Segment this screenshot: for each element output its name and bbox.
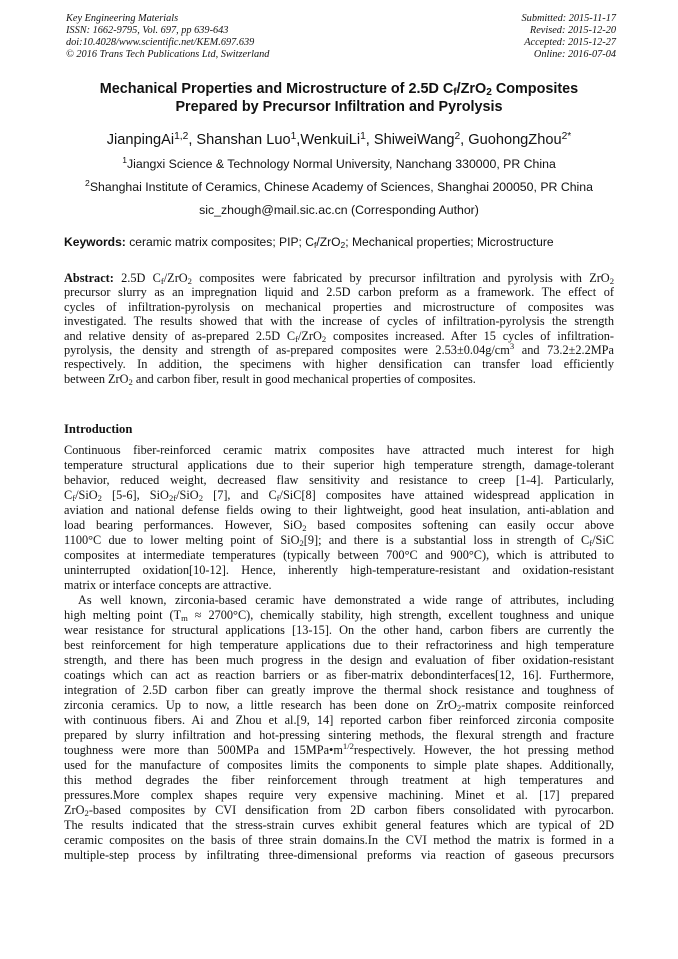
subscript: f	[589, 538, 593, 548]
title-subscript: 2	[486, 87, 492, 98]
date-submitted: Submitted: 2015-11-17	[521, 13, 616, 24]
keywords-text: ; Mechanical properties; Microstructure	[345, 235, 554, 249]
body-line: coatings which can act as reaction barriers or as fiber-matrix debondinterfaces[12, 16]. Furthermore,	[64, 668, 614, 682]
paper-title	[40, 80, 638, 116]
body-line: aviation and national defense fields owing to their lightweight, good heat insulation, anti-ablation and	[64, 503, 614, 517]
title-text: Composites	[491, 81, 579, 97]
text: /ZrO	[297, 328, 322, 343]
body-line: The results indicated that the stress-strain curves exhibit general features which are typical of 2D	[64, 818, 614, 832]
body-line	[64, 488, 614, 503]
text: respectively. However, the hot pressing method	[353, 743, 614, 757]
text: high melting point (T	[64, 608, 182, 622]
text: between ZrO	[64, 371, 129, 386]
author-name: JianpingAi	[106, 132, 175, 148]
subscript: 2	[84, 808, 89, 818]
body-line: wear resistance for structural applications [13-15]. On the other hand, carbon fibers are currently the	[64, 623, 614, 637]
body-line: pressures.More complex shapes require very expensive machining. Minet et al. [17] prepared	[64, 788, 614, 802]
subscript: 2	[299, 538, 304, 548]
text: /SiO	[75, 488, 98, 502]
affiliation-mark: 1	[122, 155, 127, 165]
abstract-line	[64, 343, 614, 357]
body-line: behavior, reduced weight, decreased flaw sensitivity and resistance to creep [1-4]. Particularly,	[64, 473, 614, 487]
text: /SiO	[176, 488, 199, 502]
body-line: As well known, zirconia-based ceramic have demonstrated a wide range of attributes, including	[78, 593, 614, 607]
date-accepted: Accepted: 2015-12-27	[524, 37, 616, 48]
text: composites increased. After 15 cycles of infiltration-	[326, 328, 614, 343]
body-line: this method degrades the fiber reinforcement through treatment at high temperatures and	[64, 773, 614, 787]
text: -based composites by CVI densification from 2D carbon fibers consolidated with pyrocarbon.	[88, 803, 614, 817]
keywords-text: ceramic matrix composites; PIP; C	[125, 235, 314, 249]
keywords-subscript: f	[314, 240, 317, 250]
author-separator: ,	[365, 132, 374, 148]
author-affil-mark: 2	[454, 131, 461, 142]
text: and carbon fiber, result in good mechanical properties of composites.	[132, 371, 476, 386]
date-online: Online: 2016-07-04	[533, 49, 616, 60]
body-line	[64, 743, 614, 758]
author-separator: ,	[460, 132, 469, 148]
affiliation-text: Shanghai Institute of Ceramics, Chinese Academy of Sciences, Shanghai 200050, PR China	[89, 180, 593, 194]
subscript: m	[181, 613, 188, 623]
author-name: GuohongZhou	[468, 132, 562, 148]
body-line	[64, 608, 614, 623]
abstract-line	[64, 329, 614, 343]
author-name: ShiweiWang	[373, 132, 455, 148]
author-affil-mark: 2*	[561, 131, 572, 142]
body-line: used for the manufacture of composites limits the components to simple plate shapes. Additionally,	[64, 758, 614, 772]
author-affil-mark: 1	[290, 131, 297, 142]
text: /SiC[8] composites have attained widespread application in	[279, 488, 614, 502]
body-line: integration of 2.5D carbon fiber can greatly improve the thermal shock resistance and toughness of	[64, 683, 614, 697]
introduction-body	[64, 443, 614, 863]
superscript: 1/2	[342, 743, 354, 751]
text: composites were fabricated by precursor infiltration and pyrolysis with ZrO	[191, 271, 610, 285]
journal-name: Key Engineering Materials	[66, 13, 179, 24]
text: zirconia ceramics. Up to now, a little research has been done on ZrO	[64, 698, 457, 712]
author-affil-mark: 1	[360, 131, 366, 142]
subscript: 2	[128, 376, 133, 387]
keywords	[64, 234, 554, 250]
abstract-line: cycles of infiltration-pyrolysis on mechanical properties and microstructure of composites was	[64, 299, 614, 314]
body-line	[64, 518, 614, 533]
body-line: strength, and there has been much progress in the design and evaluation of fiber oxidation-resistant	[64, 653, 614, 667]
text: -matrix composite reinforced	[461, 698, 614, 712]
body-line: temperature structural applications due to their superior high temperature strength, damage-tolerant	[64, 458, 614, 472]
affiliation-2	[40, 179, 638, 195]
abstract-line	[64, 372, 614, 386]
journal-copyright: © 2016 Trans Tech Publications Ltd, Switzerland	[66, 49, 270, 60]
title-text: /ZrO	[456, 81, 487, 97]
author	[196, 132, 300, 148]
text: [5-6], SiO	[101, 488, 169, 502]
text: and 73.2±2.2MPa	[514, 343, 614, 358]
affiliation-mark: 2	[85, 178, 90, 188]
superscript: 3	[509, 341, 515, 352]
body-line: best reinforcement for high temperature applications due to their refractoriness and high temperature	[64, 638, 614, 652]
body-line: multiple-step process by infiltrating three-dimensional preforms via reaction of gaseous precursors	[64, 848, 614, 862]
author-affil-mark: 1,2	[174, 131, 189, 142]
keywords-subscript: 2	[340, 240, 346, 250]
subscript: 2	[456, 703, 462, 713]
title-line-2: Prepared by Precursor Infiltration and Pyrolysis	[175, 99, 503, 115]
journal-doi: doi:10.4028/www.scientific.net/KEM.697.639	[66, 37, 255, 48]
author	[107, 132, 197, 148]
author-name: WenkuiLi	[300, 132, 361, 148]
abstract-label: Abstract:	[64, 271, 114, 285]
body-line: uninterrupted oxidation[10-12]. Hence, inherently high-temperature-resistant and oxidation-resistant	[64, 563, 614, 577]
affiliation-1	[40, 156, 638, 172]
body-line	[64, 698, 614, 713]
submission-dates	[522, 13, 616, 61]
text: /ZrO	[163, 271, 188, 285]
abstract-line: precursor slurry as an impregnation liquid and 2.5D carbon preform as a framework. The effect of	[64, 285, 614, 300]
title-subscript: f	[453, 87, 457, 98]
subscript: f	[295, 333, 298, 344]
subscript: f	[276, 493, 280, 503]
author-separator: ,	[188, 132, 197, 148]
author-list	[40, 130, 638, 150]
title-text: Mechanical Properties and Microstructure of 2.5D C	[99, 81, 454, 97]
body-line: ceramic composites on the basis of three strain domains.In the CVI method the matrix is formed in a	[64, 833, 614, 847]
subscript: 2	[187, 276, 192, 286]
text: load bearing performances. However, SiO	[64, 518, 303, 532]
text: toughness were more than 500MPa and 15MPa•m	[64, 743, 343, 757]
section-heading-introduction: Introduction	[64, 422, 133, 436]
body-line: with continuous fibers. Ai and Zhou et al.[9, 14] reported carbon fiber reinforced zirconia composite	[64, 713, 614, 727]
author	[300, 132, 374, 148]
body-line: composites at intermediate temperatures (typically between 700°C and 900°C), which is attributed to	[64, 548, 614, 562]
author	[374, 132, 468, 148]
subscript: 2	[97, 493, 102, 503]
text: pyrolysis, the density and strength of as-prepared composites were 2.53±0.04g/cm	[64, 343, 510, 358]
body-line: prepared by slurry infiltration and hot-pressing sintering methods, the flexural strength and fracture	[64, 728, 614, 742]
text: 1100°C due to lower melting point of SiO	[64, 533, 300, 547]
body-line	[64, 533, 614, 548]
abstract-line: investigated. The results showed that with the increase of cycles of infiltration-pyrolysis the strength	[64, 314, 614, 329]
subscript: 2	[609, 276, 614, 286]
subscript: 2	[302, 523, 307, 533]
subscript: 2	[198, 493, 203, 503]
text: [9]; and there is a substantial loss in strength of C	[303, 533, 590, 547]
text: ZrO	[64, 803, 85, 817]
subscript: 2f	[168, 493, 177, 503]
journal-info	[66, 13, 269, 61]
text: /SiC	[592, 533, 614, 547]
author	[468, 132, 571, 148]
body-line	[64, 803, 614, 818]
body-line: matrix or interface concepts are attractive.	[64, 578, 272, 592]
text: C	[64, 488, 73, 502]
subscript: 2	[321, 333, 327, 344]
text: and relative density of as-prepared 2.5D C	[64, 328, 296, 343]
affiliation-text: Jiangxi Science & Technology Normal University, Nanchang 330000, PR China	[126, 157, 556, 171]
keywords-label: Keywords:	[64, 235, 126, 249]
text: based composites softening can easily occur above	[306, 518, 614, 532]
title-line-1	[40, 80, 638, 98]
subscript: f	[160, 276, 164, 286]
abstract-line: respectively. In addition, the specimens with higher densification can transfer load efficiently	[64, 357, 614, 372]
author-name: Shanshan Luo	[196, 132, 291, 148]
subscript: f	[72, 493, 76, 503]
journal-issn: ISSN: 1662-9795, Vol. 697, pp 639-643	[66, 25, 229, 36]
text: [7], and C	[203, 488, 277, 502]
text: ≈ 2700°C), chemically stability, high strength, excellent toughness and unique	[187, 608, 614, 622]
abstract	[64, 271, 614, 386]
date-revised: Revised: 2015-12-20	[529, 25, 616, 36]
author-separator: ,	[296, 132, 301, 148]
corresponding-email[interactable]: sic_zhough@mail.sic.ac.cn (Corresponding Author)	[199, 203, 479, 217]
abstract-line	[64, 271, 614, 285]
text: 2.5D C	[113, 271, 161, 285]
body-line: Continuous fiber-reinforced ceramic matrix composites have attracted much interest for high	[64, 443, 614, 457]
keywords-text: /ZrO	[316, 235, 341, 249]
